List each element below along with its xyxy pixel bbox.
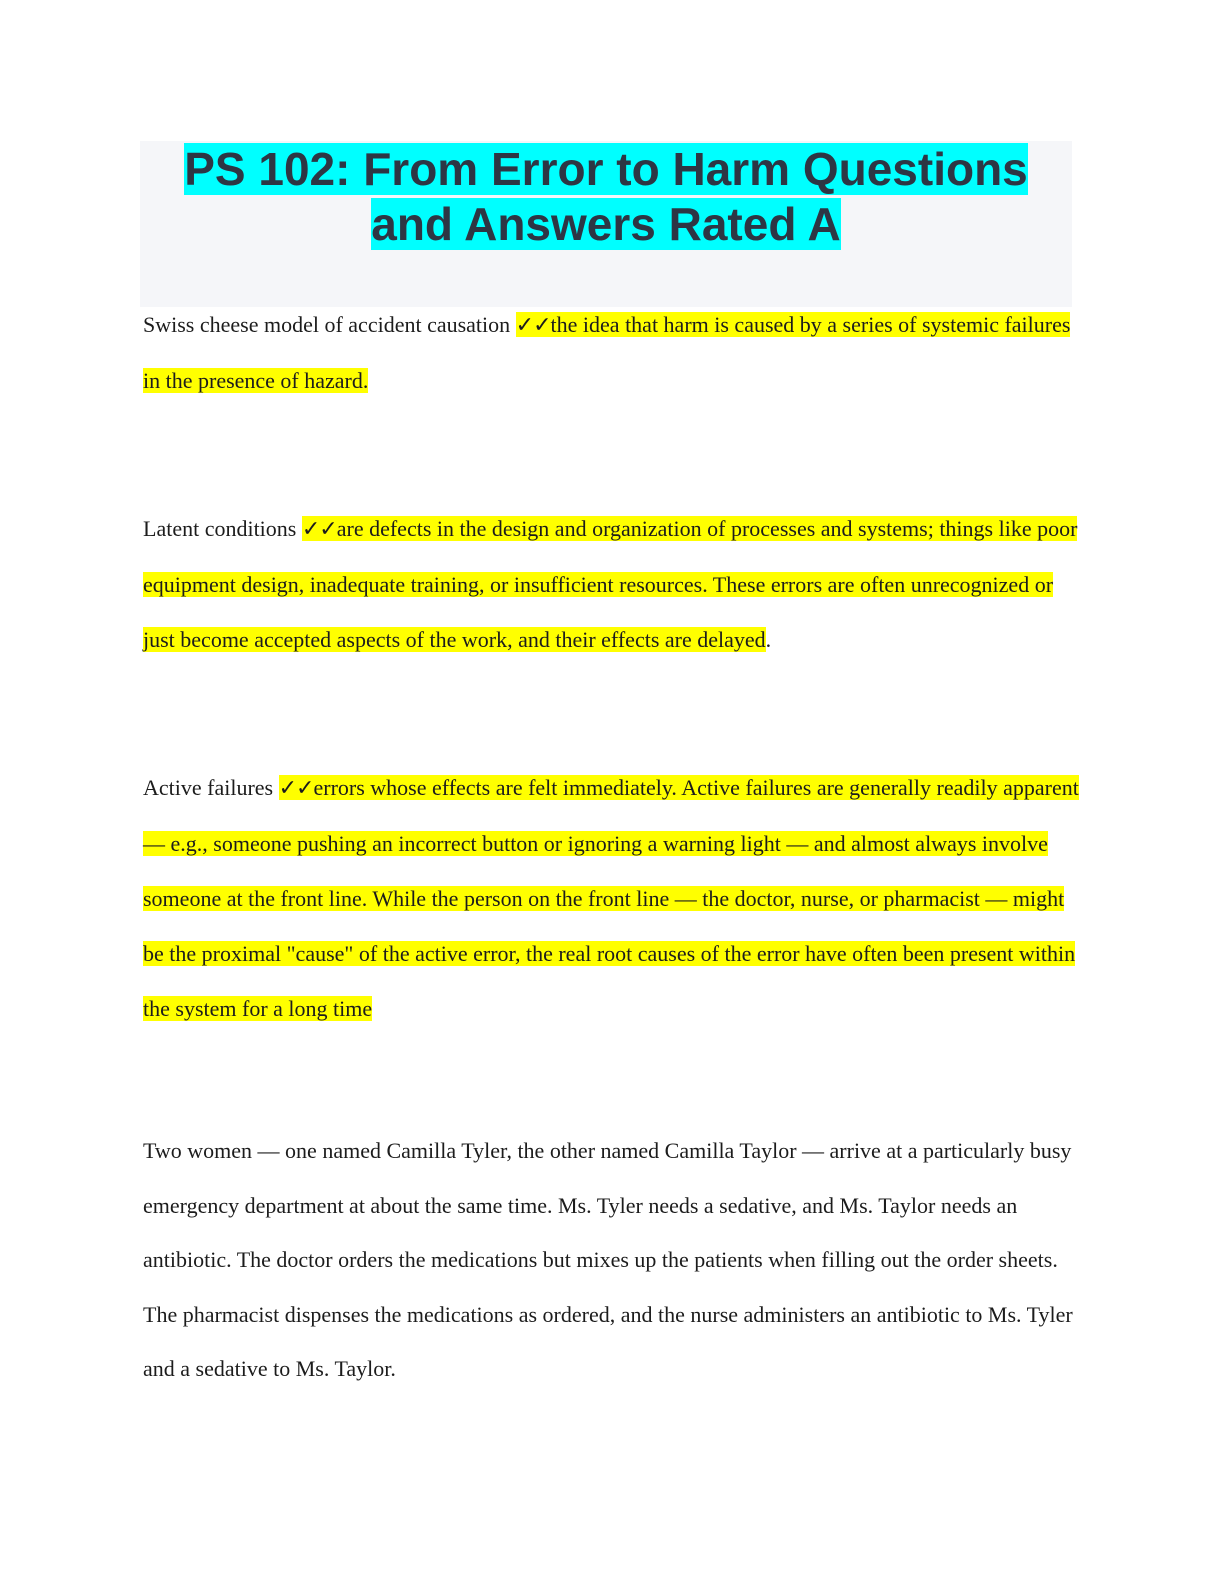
qa-term: Latent conditions: [143, 516, 297, 541]
qa-answer: errors whose effects are felt immediately. Active failures are generally readily apparent — e.g., someone pushing an incorrect button or ignoring a warning light — and almost always involve someone at the front line. While the person on the front line — the doctor, nurse, or pharmacist — might be the proximal "cause" of the active error, the real root causes of the error have often been present within the system for a long time: [143, 775, 1079, 1021]
title-line-2: and Answers Rated A: [371, 198, 841, 250]
title-line-1: PS 102: From Error to Harm Questions: [184, 143, 1028, 195]
double-check-icon: ✓✓: [515, 313, 551, 338]
double-check-icon: ✓✓: [278, 776, 314, 801]
qa-item-swiss-cheese-model: [143, 297, 1083, 408]
document-title: [140, 141, 1072, 252]
qa-answer: the idea that harm is caused by a series of systemic failures in the presence of hazard.: [143, 312, 1071, 393]
title-block: [140, 141, 1072, 307]
qa-item-latent-conditions: [143, 501, 1083, 667]
qa-term: Active failures: [143, 775, 274, 800]
qa-answer: are defects in the design and organization of processes and systems; things like poor equipment design, inadequate training, or insufficient resources. These errors are often unrecognized or just become accepted aspects of the work, and their effects are delayed: [143, 516, 1078, 652]
double-check-icon: ✓✓: [301, 517, 337, 542]
scenario-paragraph: Two women — one named Camilla Tyler, the other named Camilla Taylor — arrive at a particularly busy emergency department at about the same time. Ms. Tyler needs a sedative, and Ms. Taylor needs an antibiotic. The doctor orders the medications but mixes up the patients when filling out the order sheets. The pharmacist dispenses the medications as ordered, and the nurse administers an antibiotic to Ms. Tyler and a sedative to Ms. Taylor.: [143, 1138, 1073, 1381]
qa-term: Swiss cheese model of accident causation: [143, 312, 511, 337]
qa-item-active-failures: [143, 760, 1083, 1036]
qa-trailing: .: [765, 627, 772, 652]
